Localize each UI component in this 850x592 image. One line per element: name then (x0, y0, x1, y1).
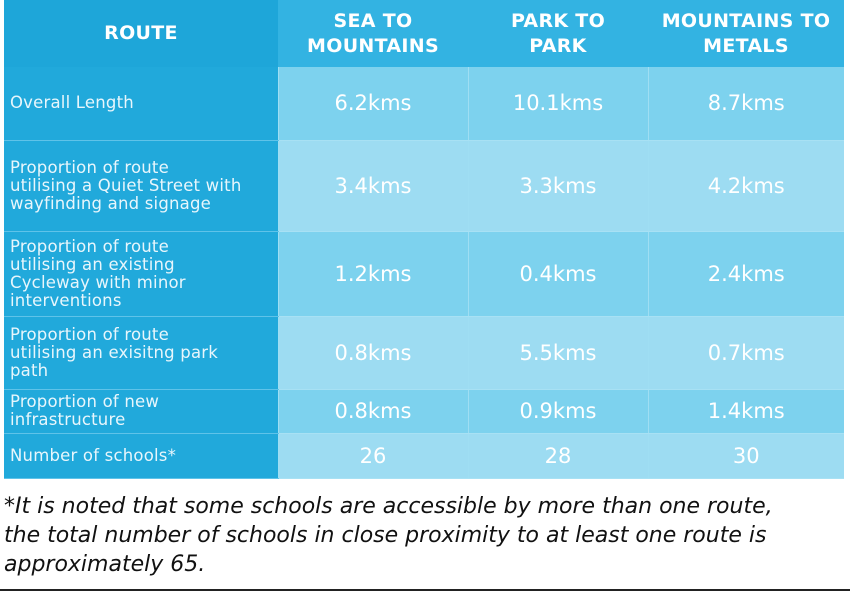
footnote-line2: the total number of schools in close proximity to at least one route is (4, 523, 767, 548)
table-row (4, 389, 844, 433)
row-label (4, 433, 278, 478)
row-label (4, 389, 278, 433)
row-value-cell: 4.2kms (648, 140, 844, 231)
row-value-cell: 30 (648, 433, 844, 478)
row-value-cell: 0.9kms (468, 389, 648, 433)
header-sea-to-mountains (278, 0, 468, 67)
row-value-cell: 0.8kms (278, 316, 468, 389)
header-sea-to-mountains-line2: MOUNTAINS (307, 34, 439, 57)
header-mountains-to-metals-line2: METALS (703, 34, 789, 57)
route-comparison-table (4, 0, 844, 478)
row-value-cell: 0.4kms (468, 231, 648, 316)
row-label-line: Proportion of new (10, 392, 160, 411)
row-label-line: Proportion of route (10, 324, 169, 344)
header-park-to-park-line2: PARK (529, 34, 587, 57)
row-label (4, 67, 278, 140)
row-value-cell: 0.7kms (648, 316, 844, 389)
routes-table (4, 0, 844, 479)
footnote-line1: *It is noted that some schools are accessible by more than one route, (4, 494, 773, 519)
table-header-row (4, 0, 844, 67)
row-label-line: utilising an existing (10, 254, 175, 274)
table-row (4, 433, 844, 478)
row-label (4, 140, 278, 231)
row-value-cell: 8.7kms (648, 67, 844, 140)
table-body (4, 67, 844, 478)
row-label-line: infrastructure (10, 410, 126, 429)
row-value-cell: 6.2kms (278, 67, 468, 140)
header-route: ROUTE (4, 0, 278, 67)
header-sea-to-mountains-line1: SEA TO (333, 9, 413, 32)
row-label-line: Cycleway with minor (10, 272, 186, 292)
header-mountains-to-metals-line1: MOUNTAINS TO (661, 9, 831, 32)
row-value-cell: 28 (468, 433, 648, 478)
row-label-line: interventions (10, 290, 122, 310)
row-label-line: path (10, 360, 49, 380)
row-label-line: utilising an exisitng park (10, 342, 219, 362)
header-mountains-to-metals (648, 0, 844, 67)
row-value-cell: 3.4kms (278, 140, 468, 231)
row-value-cell: 3.3kms (468, 140, 648, 231)
footnote (4, 492, 840, 579)
row-label (4, 316, 278, 389)
row-value-cell: 1.2kms (278, 231, 468, 316)
row-label-line: Proportion of route (10, 236, 169, 256)
header-park-to-park-line1: PARK TO (510, 9, 606, 32)
row-label-line: wayfinding and signage (10, 193, 211, 213)
row-value-cell: 5.5kms (468, 316, 648, 389)
table-row (4, 316, 844, 389)
row-value-cell: 2.4kms (648, 231, 844, 316)
row-value-cell: 0.8kms (278, 389, 468, 433)
row-label-line: Overall Length (10, 93, 134, 113)
row-label-line: Proportion of route (10, 157, 169, 177)
bottom-divider (0, 589, 850, 591)
row-value-cell: 26 (278, 433, 468, 478)
header-park-to-park (468, 0, 648, 67)
table-row (4, 67, 844, 140)
row-value-cell: 10.1kms (468, 67, 648, 140)
row-label-line: utilising a Quiet Street with (10, 175, 242, 195)
table-row (4, 140, 844, 231)
row-label (4, 231, 278, 316)
footnote-line3: approximately 65. (4, 552, 206, 577)
table-row (4, 231, 844, 316)
row-value-cell: 1.4kms (648, 389, 844, 433)
row-label-line: Number of schools* (10, 445, 177, 465)
